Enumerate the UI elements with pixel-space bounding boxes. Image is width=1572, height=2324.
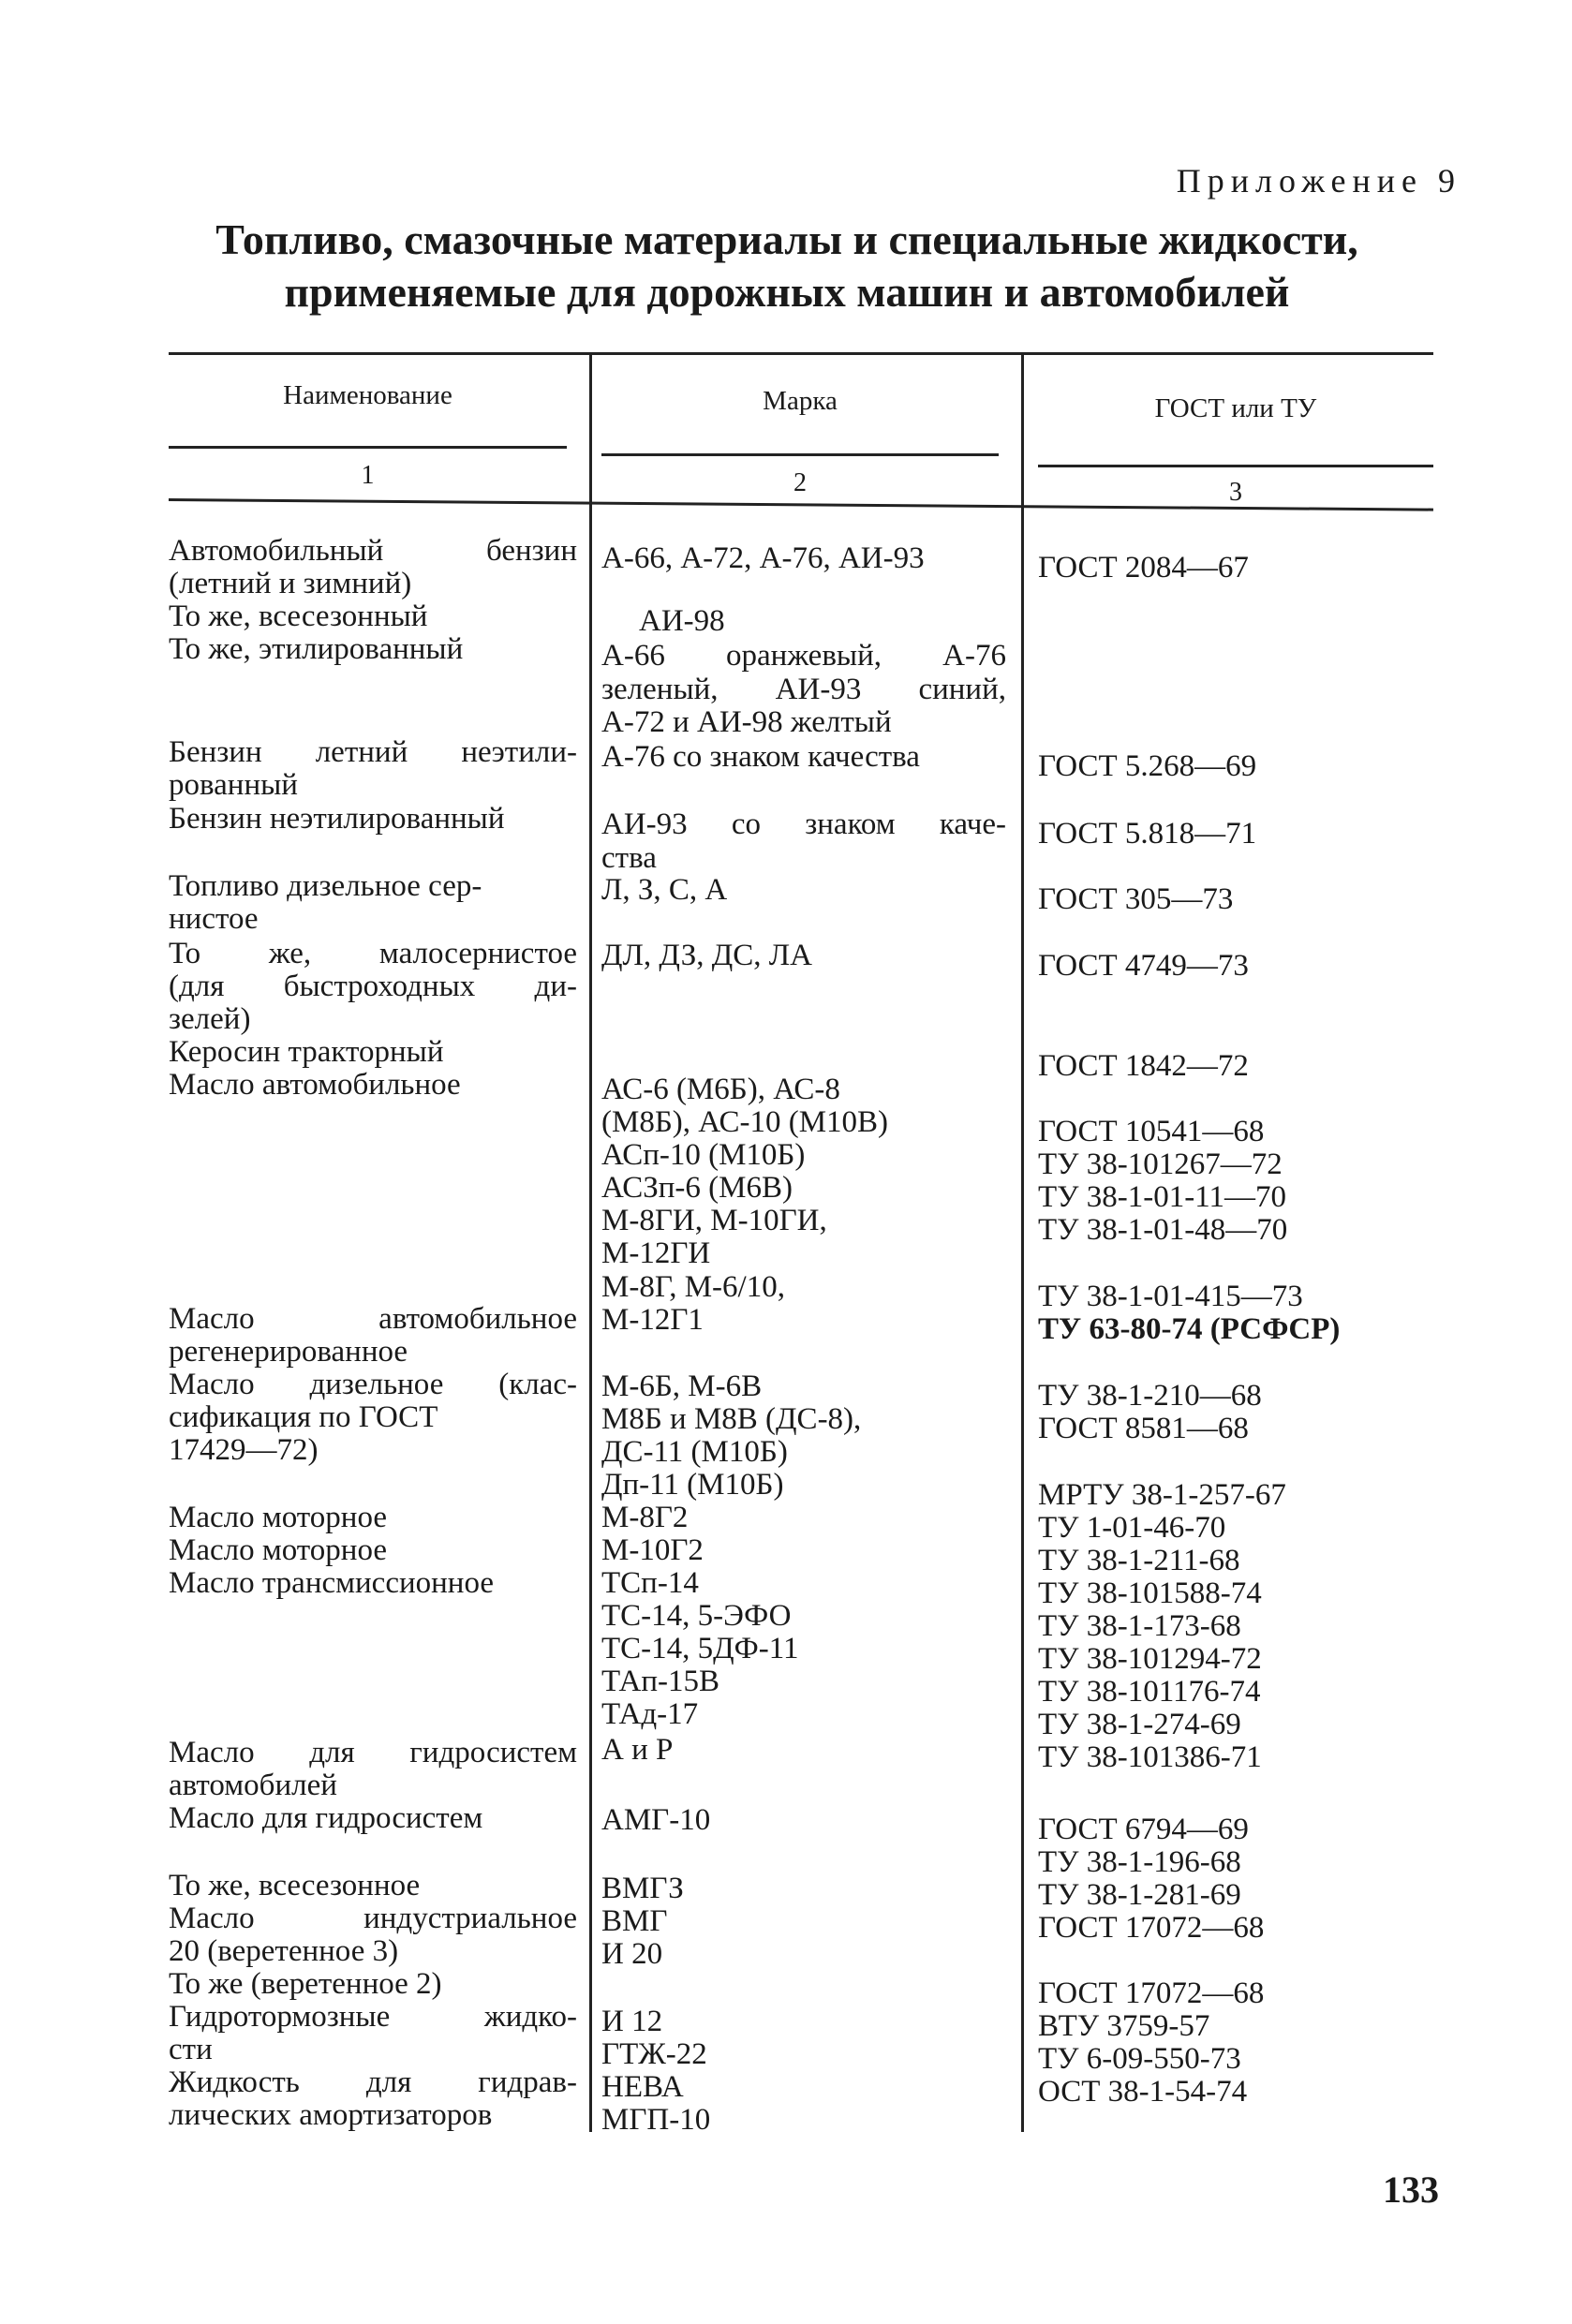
name-line: То же, малосернистое	[169, 937, 577, 970]
header-rule-col1	[169, 446, 567, 449]
colnum-col3: 3	[1229, 478, 1242, 507]
name-line: То же (веретенное 2)	[169, 1967, 442, 2001]
standard-line: ТУ 38-101294-72	[1038, 1642, 1262, 1676]
standard-line: ГОСТ 10541—68	[1038, 1115, 1265, 1148]
standard-line: ГОСТ 5.268—69	[1038, 749, 1257, 783]
grade-line: ТС-14, 5-ЭФО	[601, 1599, 792, 1633]
grade-line: М-8Г, М-6/10,	[601, 1270, 785, 1304]
grade-line: М-10Г2	[601, 1533, 704, 1567]
name-line: Жидкость для гидрав-	[169, 2065, 577, 2099]
header-rule-col3	[1038, 465, 1433, 467]
name-line: То же, всесезонный	[169, 600, 428, 633]
standard-line: ВТУ 3759-57	[1038, 2009, 1210, 2043]
grade-line: НЕВА	[601, 2070, 684, 2104]
standard-line: ТУ 1-01-46-70	[1038, 1511, 1226, 1545]
name-line: Масло индустриальное	[169, 1902, 577, 1935]
name-line: Керосин тракторный	[169, 1035, 444, 1069]
colnum-col2: 2	[793, 468, 807, 497]
name-line: регенерированное	[169, 1335, 408, 1369]
name-line: рованный	[169, 768, 298, 802]
grade-line: АИ-93 со знаком каче-	[601, 807, 1006, 841]
standard-line: ТУ 38-1-01-11—70	[1038, 1180, 1287, 1214]
grade-line: ГТЖ-22	[601, 2037, 707, 2071]
grade-line: А-76 со знаком качества	[601, 740, 920, 774]
grade-line: АСп-10 (М10Б)	[601, 1138, 806, 1172]
grade-line: АСЗп-6 (М6В)	[601, 1171, 793, 1205]
title-line-1: Топливо, смазочные материалы и специальные жидкости,	[215, 215, 1358, 263]
standard-line: ГОСТ 17072—68	[1038, 1911, 1265, 1945]
standard-line: ТУ 38-1-274-69	[1038, 1708, 1241, 1741]
grade-line: ТАд-17	[601, 1697, 699, 1731]
grade-line: А-66, А-72, А-76, АИ-93	[601, 541, 925, 575]
header-col2: Марка	[763, 386, 838, 416]
standard-line: ТУ 38-101176-74	[1038, 1675, 1261, 1709]
grade-line: ТС-14, 5ДФ-11	[601, 1632, 799, 1665]
header-col1: Наименование	[283, 380, 452, 410]
name-line: 20 (веретенное 3)	[169, 1934, 399, 1968]
grade-line: И 20	[601, 1937, 663, 1971]
name-line: Бензин неэтилированный	[169, 802, 505, 836]
name-line: лических амортизаторов	[169, 2098, 493, 2132]
standard-line: ГОСТ 305—73	[1038, 882, 1234, 916]
table-top-rule	[169, 352, 1433, 355]
name-line: Масло дизельное (клас-	[169, 1368, 577, 1401]
colnum-col1: 1	[361, 461, 375, 490]
standard-line: ТУ 38-1-173-68	[1038, 1609, 1241, 1643]
standard-line: ТУ 63-80-74 (РСФСР)	[1038, 1312, 1341, 1346]
standard-line: ТУ 38-1-01-415—73	[1038, 1280, 1303, 1313]
standard-line: МРТУ 38-1-257-67	[1038, 1478, 1286, 1512]
name-line: То же, этилированный	[169, 632, 464, 666]
standard-line: ТУ 6-09-550-73	[1038, 2042, 1241, 2076]
standard-line: ГОСТ 2084—67	[1038, 551, 1249, 585]
name-line: автомобилей	[169, 1769, 337, 1802]
name-line: Масло для гидросистем	[169, 1736, 577, 1769]
standard-line: ТУ 38-1-196-68	[1038, 1845, 1241, 1879]
name-line: нистое	[169, 902, 259, 936]
grade-line: (М8Б), АС-10 (М10В)	[601, 1105, 889, 1139]
name-line: Бензин летний неэтили-	[169, 735, 577, 769]
grade-line: М-8Г2	[601, 1501, 689, 1534]
name-line: Масло автомобильное	[169, 1302, 577, 1336]
name-line: Гидротормозные жидко-	[169, 2000, 577, 2034]
name-line: (летний и зимний)	[169, 567, 412, 600]
standard-line: ТУ 38-101386-71	[1038, 1740, 1262, 1774]
standard-line: ТУ 38-1-210—68	[1038, 1379, 1262, 1413]
page-number: 133	[1383, 2169, 1439, 2211]
grade-line: Л, З, С, А	[601, 873, 728, 907]
grade-line: И 12	[601, 2005, 663, 2038]
name-line: (для быстроходных ди-	[169, 970, 577, 1003]
title-line-2: применяемые для дорожных машин и автомобилей	[284, 268, 1290, 316]
standard-line: ГОСТ 6794—69	[1038, 1813, 1249, 1846]
name-line: Масло моторное	[169, 1533, 387, 1567]
column-divider-1	[589, 352, 592, 2132]
grade-line: А-66 оранжевый, А-76	[601, 639, 1006, 673]
standard-line: ТУ 38-1-281-69	[1038, 1878, 1241, 1912]
grade-line: А и Р	[601, 1733, 674, 1767]
name-line: Масло моторное	[169, 1501, 387, 1534]
header-rule-col2	[601, 453, 999, 456]
appendix-label: Приложение 9	[1176, 162, 1461, 200]
grade-line: АС-6 (М6Б), АС-8	[601, 1073, 840, 1106]
name-line: сификация по ГОСТ	[169, 1400, 438, 1434]
standard-line: ГОСТ 4749—73	[1038, 949, 1249, 983]
grade-line: ства	[601, 841, 657, 875]
name-line: зелей)	[169, 1002, 251, 1036]
grade-line: М-8ГИ, М-10ГИ,	[601, 1204, 827, 1237]
grade-line: М-6Б, М-6В	[601, 1369, 763, 1403]
standard-line: ОСТ 38-1-54-74	[1038, 2075, 1248, 2109]
grade-line: МГП-10	[601, 2103, 711, 2137]
header-col3: ГОСТ или ТУ	[1154, 393, 1317, 423]
name-line: 17429—72)	[169, 1433, 319, 1467]
standard-line: ТУ 38-101267—72	[1038, 1147, 1283, 1181]
standard-line: ГОСТ 5.818—71	[1038, 817, 1257, 851]
grade-line: ДС-11 (М10Б)	[601, 1435, 788, 1469]
name-line: То же, всесезонное	[169, 1869, 421, 1902]
standard-line: ТУ 38-1-211-68	[1038, 1544, 1240, 1577]
name-line: Масло автомобильное	[169, 1068, 461, 1102]
grade-line: ТСп-14	[601, 1566, 699, 1600]
standard-line: ГОСТ 8581—68	[1038, 1412, 1249, 1445]
grade-line: ТАп-15В	[601, 1665, 720, 1698]
grade-line: М-12ГИ	[601, 1236, 711, 1270]
name-line: сти	[169, 2033, 213, 2066]
name-line: Масло для гидросистем	[169, 1801, 483, 1835]
standard-line: ГОСТ 17072—68	[1038, 1976, 1265, 2010]
grade-line: А-72 и АИ-98 желтый	[601, 705, 892, 739]
name-line: Масло трансмиссионное	[169, 1566, 494, 1600]
grade-line: Дп-11 (М10Б)	[601, 1468, 784, 1502]
grade-line: зеленый, АИ-93 синий,	[601, 673, 1006, 706]
standard-line: ТУ 38-1-01-48—70	[1038, 1213, 1288, 1247]
grade-line: ВМГ	[601, 1904, 668, 1938]
grade-line: АИ-98	[639, 604, 725, 638]
name-line: Топливо дизельное сер-	[169, 869, 482, 903]
standard-line: ТУ 38-101588-74	[1038, 1576, 1262, 1610]
standard-line: ГОСТ 1842—72	[1038, 1049, 1249, 1083]
grade-line: ВМГЗ	[601, 1872, 684, 1905]
grade-line: М-12Г1	[601, 1303, 704, 1337]
page-title	[141, 214, 1433, 318]
grade-line: ДЛ, ДЗ, ДС, ЛА	[601, 939, 812, 972]
grade-line: АМГ-10	[601, 1803, 711, 1837]
grade-line: М8Б и М8В (ДС-8),	[601, 1402, 862, 1436]
name-line: Автомобильный бензин	[169, 534, 577, 568]
